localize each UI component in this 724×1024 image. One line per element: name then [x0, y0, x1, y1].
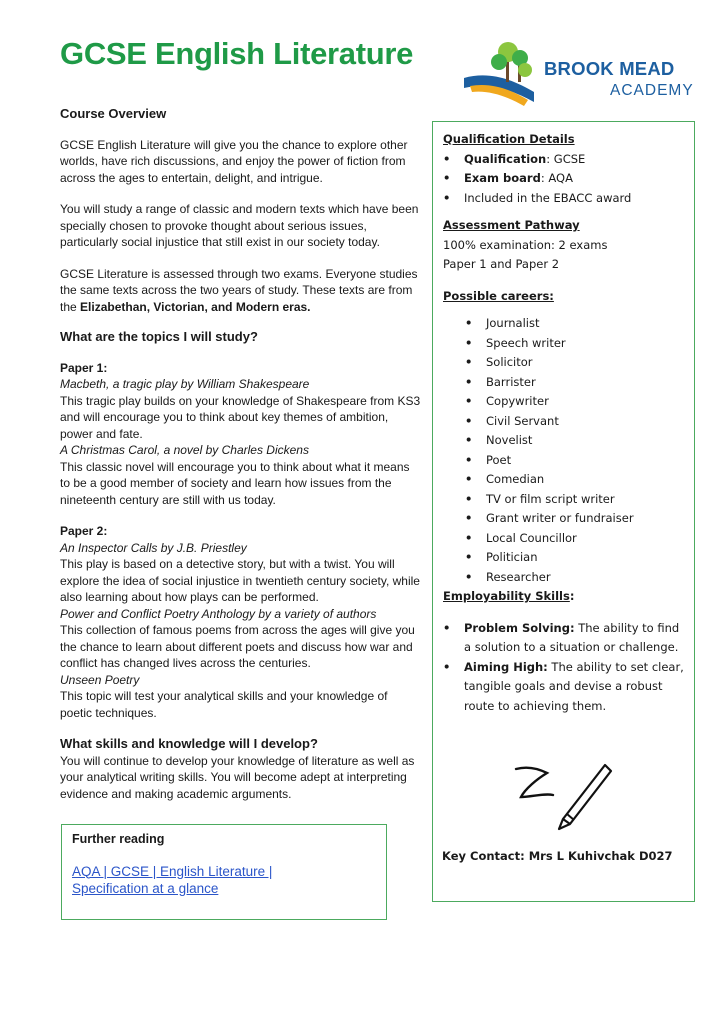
list-item: [443, 150, 684, 170]
link-line-1: AQA | GCSE | English Literature |: [72, 863, 273, 879]
overview-paragraph-3: [60, 266, 422, 316]
careers-list: [443, 314, 684, 587]
paper-1-label: Paper 1:: [60, 360, 108, 375]
brand-subtitle: ACADEMY: [610, 82, 694, 99]
employability-list: [443, 619, 684, 717]
assessment-pathway-heading: Assessment Pathway: [443, 218, 580, 232]
list-item: • Barrister: [443, 373, 684, 393]
inspector-calls-description: This play is based on a detective story, but with a twist. You will explore the idea of social injustice in twentieth century society, while also learning about how plays can be performed.: [60, 557, 420, 604]
poetry-anthology-description: This collection of famous poems from across the ages will give you the chance to learn about different poets and discuss how war and conflict has changed lives across the centuries.: [60, 623, 415, 670]
overview-paragraph-1: GCSE English Literature will give you the chance to explore other worlds, have rich discussions, and enjoy the power of fiction from across the ages to entertain, delight, and intrigue.: [60, 137, 408, 185]
list-item: • Poet: [443, 451, 684, 471]
page-title: GCSE English Literature: [60, 36, 414, 71]
list-item: [443, 169, 684, 189]
qualification-list: [443, 150, 684, 209]
list-item: • Copywriter: [443, 392, 684, 412]
unseen-poetry-title: Unseen Poetry: [60, 672, 140, 687]
employability-heading-text: Employability Skills: [443, 589, 570, 603]
further-reading-title: Further reading: [72, 832, 165, 846]
overview-paragraph-2: You will study a range of classic and modern texts which have been specially chosen to provoke thought about serious issues, particularly social injustice that still exist in our society today.: [60, 202, 419, 249]
aqa-specification-link[interactable]: [72, 863, 376, 897]
paper-2-label: Paper 2:: [60, 524, 108, 538]
list-item: • TV or film script writer: [443, 490, 684, 510]
exam-board-value: : AQA: [540, 171, 573, 185]
skills-description: You will continue to develop your knowledge of literature as well as your analytical writing skills. You will become adept at interpreting evidence and making academic arguments.: [60, 753, 415, 801]
list-item: [443, 658, 684, 717]
eras-text: Elizabethan, Victorian, and Modern eras.: [80, 299, 311, 314]
employability-heading-colon: :: [569, 589, 575, 603]
list-item: • Civil Servant: [443, 412, 684, 432]
qualification-details-heading: Qualification Details: [443, 132, 575, 146]
list-item: • Comedian: [443, 470, 684, 490]
list-item: • Journalist: [443, 314, 684, 334]
skills-heading: What skills and knowledge will I develop?: [60, 736, 318, 751]
assessment-line-1: 100% examination: 2 exams: [443, 237, 608, 252]
list-item: [443, 619, 684, 658]
macbeth-description: This tragic play builds on your knowledge of Shakespeare from KS3 and will encourage you to think about key themes of ambition, power and fate.: [60, 393, 421, 441]
list-item: • Solicitor: [443, 353, 684, 373]
main-column: [60, 104, 422, 802]
christmas-carol-title: A Christmas Carol, a novel by Charles Dickens: [60, 443, 309, 457]
list-item: • Local Councillor: [443, 529, 684, 549]
aiming-high-label: Aiming High:: [464, 659, 548, 674]
topics-heading: What are the topics I will study?: [60, 329, 258, 344]
list-item: • Grant writer or fundraiser: [443, 509, 684, 529]
christmas-carol-description: This classic novel will encourage you to think about what it means to be a good member of society and learn how issues from the nineteenth century are still with us today.: [60, 459, 410, 507]
course-overview-heading: Course Overview: [60, 106, 167, 121]
brand-name: BROOK MEAD: [544, 58, 675, 79]
list-item: • Included in the EBACC award: [443, 189, 684, 209]
overview-paragraph-3-text: GCSE Literature is assessed through two exams. Everyone studies the same texts across the two years of study. These texts are from the: [60, 266, 418, 314]
further-reading-box: [61, 824, 387, 920]
qualification-value: : GCSE: [546, 151, 586, 166]
poetry-anthology-title: Power and Conflict Poetry Anthology by a variety of authors: [60, 606, 377, 621]
link-line-2: Specification at a glance: [72, 880, 219, 896]
assessment-line-2: Paper 1 and Paper 2: [443, 257, 560, 271]
exam-board-label: Exam board: [464, 171, 541, 185]
problem-solving-label: Problem Solving:: [464, 620, 575, 635]
problem-solving-text: The ability to find a solution to a situation or challenge.: [464, 620, 680, 654]
macbeth-title: Macbeth, a tragic play by William Shakespeare: [60, 377, 310, 391]
employability-heading: [443, 587, 684, 607]
list-item: • Politician: [443, 548, 684, 568]
possible-careers-heading: Possible careers:: [443, 288, 554, 303]
unseen-poetry-description: This topic will test your analytical skills and your knowledge of poetic techniques.: [60, 689, 388, 720]
qualification-label: Qualification: [464, 151, 547, 166]
key-contact: Key Contact: Mrs L Kuhivchak D027: [442, 849, 673, 863]
list-item: • Researcher: [443, 568, 684, 588]
pen-signature-icon: [513, 757, 613, 832]
list-item: • Speech writer: [443, 334, 684, 354]
inspector-calls-title: An Inspector Calls by J.B. Priestley: [60, 540, 247, 555]
aiming-high-text: The ability to set clear, tangible goals and devise a robust route to achieving them.: [464, 659, 684, 713]
list-item: • Novelist: [443, 431, 684, 451]
